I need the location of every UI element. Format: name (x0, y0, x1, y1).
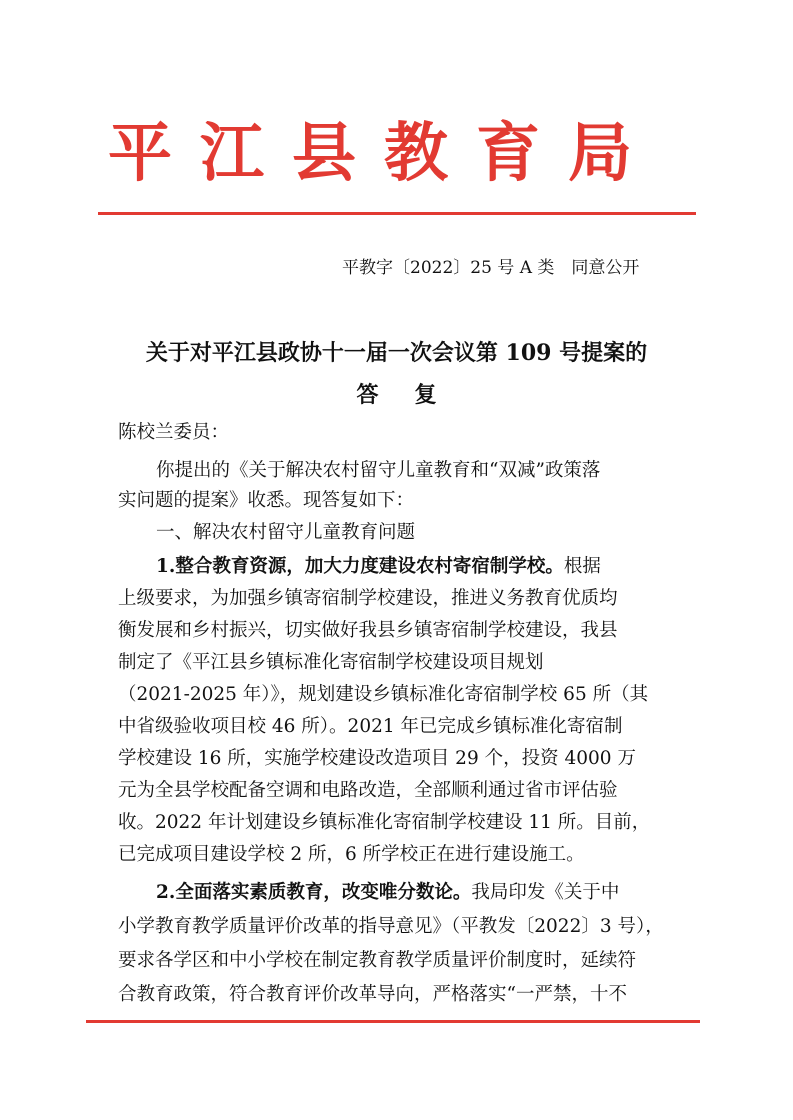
paragraph-1-line: 制定了《平江县乡镇标准化寄宿制学校建设项目规划 (118, 652, 544, 673)
intro-line-1: 你提出的《关于解决农村留守儿童教育和“双减”政策落 (156, 460, 601, 481)
paragraph-1-line: 学校建设 16 所，实施学校建设改造项目 29 个，投资 4000 万 (118, 748, 636, 769)
section-1-heading: 一、解决农村留守儿童教育问题 (156, 522, 416, 543)
salutation: 陈校兰委员： (118, 422, 230, 443)
paragraph-1-line: 已完成项目建设学校 2 所，6 所学校正在进行建设施工。 (118, 844, 585, 865)
paragraph-1-lead: 1.整合教育资源，加大力度建设农村寄宿制学校。 (156, 556, 564, 577)
paragraph-1-line: 收。2022 年计划建设乡镇标准化寄宿制学校建设 11 所。目前， (118, 812, 651, 833)
paragraph-1-line: 上级要求，为加强乡镇寄宿制学校建设，推进义务教育优质均 (118, 588, 618, 609)
paragraph-2-line: 要求各学区和中小学校在制定教育教学质量评价制度时，延续符 (118, 950, 637, 971)
paragraph-1-line: 中省级验收项目校 46 所）。2021 年已完成乡镇标准化寄宿制 (118, 716, 623, 737)
paragraph-1-first-line (156, 554, 688, 580)
org-title: 平江县教育局 (108, 117, 660, 191)
header-red-rule (98, 212, 696, 215)
paragraph-2-line: 合教育政策，符合教育评价改革导向，严格落实“一严禁，十不 (118, 984, 627, 1005)
document-number: 平教字〔2022〕25 号 A 类 同意公开 (342, 258, 640, 278)
paragraph-1-lead-tail: 根据 (563, 556, 601, 577)
paragraph-2-line: 小学教育教学质量评价改革的指导意见》（平教发〔2022〕3 号）， (118, 916, 664, 937)
paragraph-2-lead-tail: 我局印发《关于中 (471, 882, 620, 903)
paragraph-1-line: 衡发展和乡村振兴，切实做好我县乡镇寄宿制学校建设，我县 (118, 620, 618, 641)
footer-red-rule (86, 1020, 700, 1023)
paragraph-1-line: （2021-2025 年）》，规划建设乡镇标准化寄宿制学校 65 所（其 (118, 684, 649, 705)
intro-line-2: 实问题的提案》收悉。现答复如下： (118, 490, 415, 511)
paragraph-2-first-line (156, 880, 688, 906)
document-title-line2: 答复 (356, 382, 473, 408)
paragraph-2-lead: 2.全面落实素质教育，改变唯分数论。 (156, 882, 472, 903)
paragraph-1-line: 元为全县学校配备空调和电路改造，全部顺利通过省市评估验 (118, 780, 618, 801)
document-title-line1: 关于对平江县政协十一届一次会议第 109 号提案的 (145, 340, 648, 366)
